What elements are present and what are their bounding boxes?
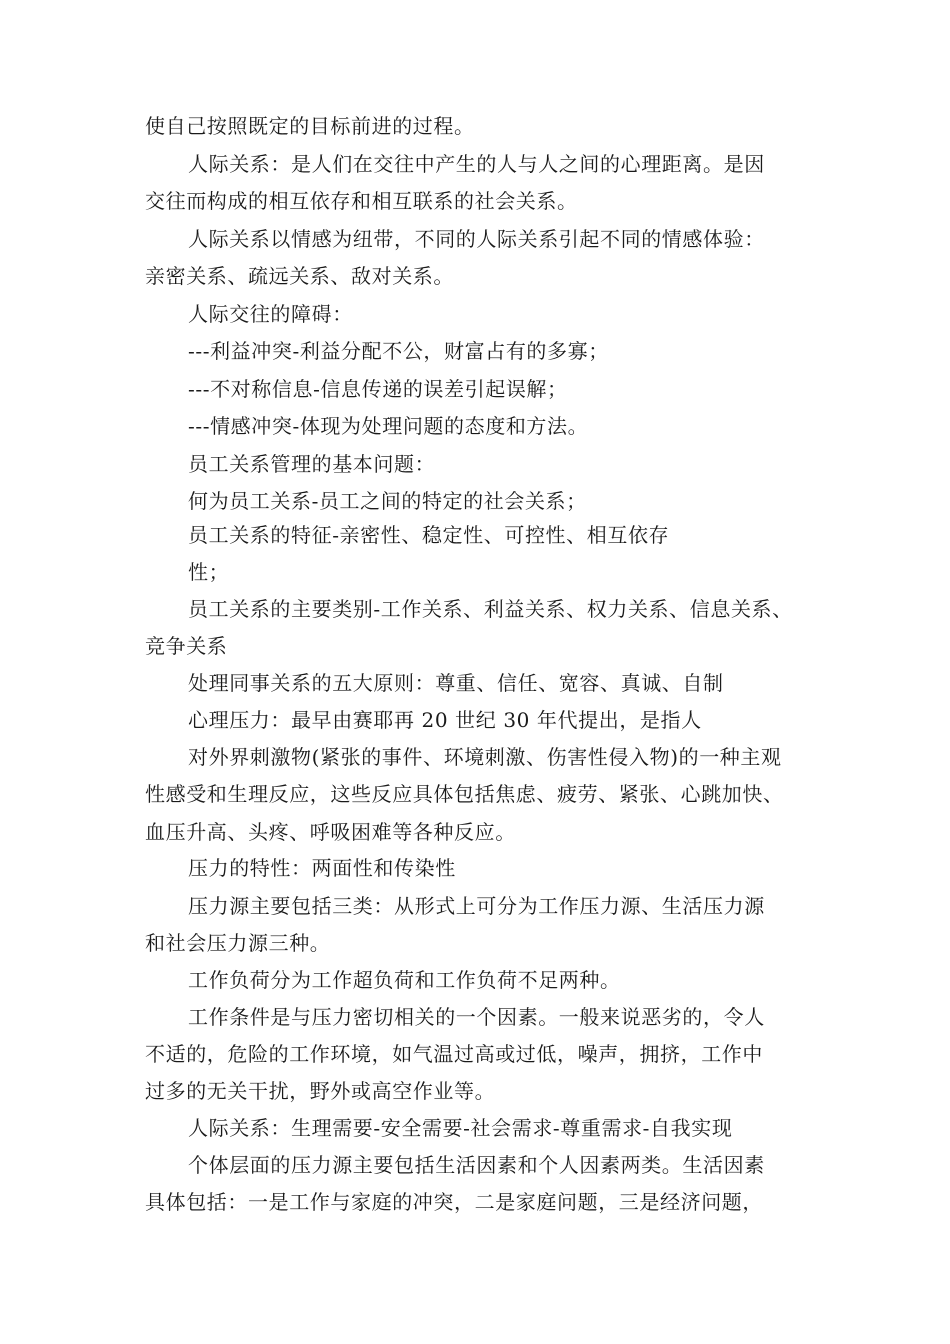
text-line: 具体包括：一是工作与家庭的冲突，二是家庭问题，三是经济问题， [145, 1190, 763, 1214]
text-line: ---不对称信息-信息传递的误差引起误解； [188, 377, 568, 401]
text-line: 性感受和生理反应，这些反应具体包括焦虑、疲劳、紧张、心跳加快、 [145, 782, 784, 806]
text-line: 使自己按照既定的目标前进的过程。 [145, 114, 475, 138]
text-line: ---情感冲突-体现为处理问题的态度和方法。 [188, 414, 589, 438]
text-line: 工作负荷分为工作超负荷和工作负荷不足两种。 [188, 968, 621, 992]
text-line: 血压升高、头疼、呼吸困难等各种反应。 [145, 820, 516, 844]
text-line: 工作条件是与压力密切相关的一个因素。一般来说恶劣的，令人 [188, 1005, 765, 1029]
text-line: 人际关系：是人们在交往中产生的人与人之间的心理距离。是因 [188, 152, 765, 176]
text-line: 压力的特性：两面性和传染性 [188, 856, 456, 880]
text-line: 人际关系以情感为纽带，不同的人际关系引起不同的情感体验： [188, 227, 765, 251]
text-line: 员工关系的主要类别-工作关系、利益关系、权力关系、信息关系、 [188, 597, 793, 621]
text-line: 性； [188, 560, 230, 584]
text-line: 过多的无关干扰，野外或高空作业等。 [145, 1079, 496, 1103]
text-line: 员工关系的特征-亲密性、稳定性、可控性、相互依存 [188, 523, 670, 547]
text-line: 处理同事关系的五大原则：尊重、信任、宽容、真诚、自制 [188, 671, 724, 695]
text-line: 亲密关系、疏远关系、敌对关系。 [145, 264, 454, 288]
text-line: 不适的，危险的工作环境，如气温过高或过低，噪声，拥挤，工作中 [145, 1042, 763, 1066]
text-line: ---利益冲突-利益分配不公，财富占有的多寡； [188, 339, 609, 363]
text-line: 个体层面的压力源主要包括生活因素和个人因素两类。生活因素 [188, 1153, 765, 1177]
text-line: 人际交往的障碍： [188, 302, 353, 326]
text-line: 心理压力：最早由赛耶再 20 世纪 30 年代提出，是指人 [188, 708, 702, 732]
text-line: 压力源主要包括三类：从形式上可分为工作压力源、生活压力源 [188, 894, 765, 918]
text-line: 人际关系：生理需要-安全需要-社会需求-尊重需求-自我实现 [188, 1116, 733, 1140]
text-line: 何为员工关系-员工之间的特定的社会关系； [188, 489, 587, 513]
text-line: 对外界刺激物(紧张的事件、环境刺激、伤害性侵入物)的一种主观 [188, 745, 782, 769]
text-line: 交往而构成的相互依存和相互联系的社会关系。 [145, 189, 578, 213]
text-line: 员工关系管理的基本问题： [188, 452, 436, 476]
text-line: 竞争关系 [145, 634, 228, 658]
text-line: 和社会压力源三种。 [145, 931, 331, 955]
